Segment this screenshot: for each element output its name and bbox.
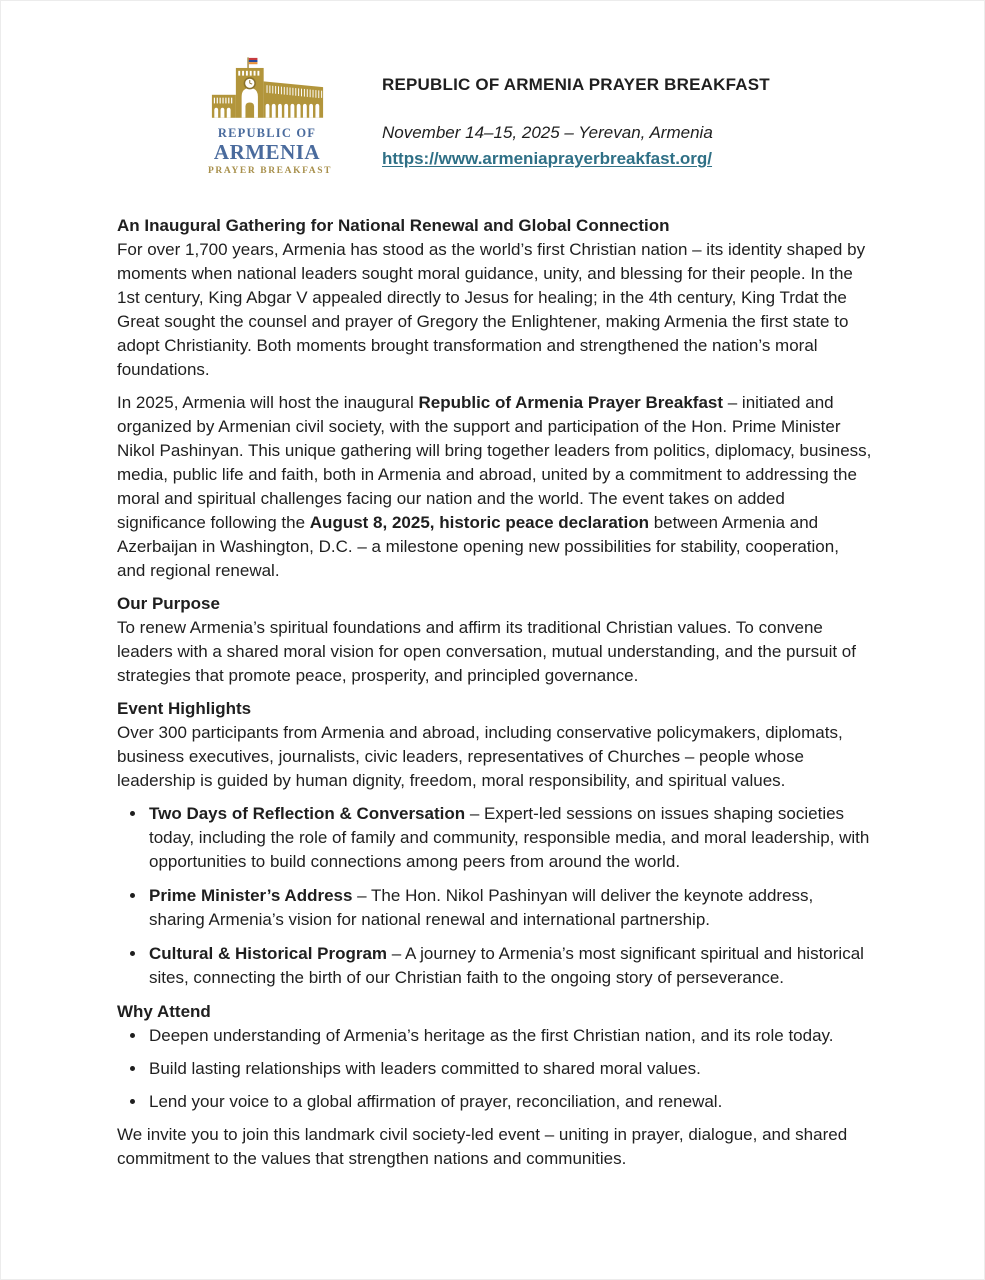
why-attend-item-heritage: • Deepen understanding of Armenia’s heritage as the first Christian nation, and its role today. <box>147 1024 872 1048</box>
why-attend-heading: Why Attend <box>117 1002 211 1021</box>
event-logo <box>208 56 333 176</box>
highlight-item-cultural-program: • Cultural & Historical Program – A journey to Armenia’s most significant spiritual and historical sites, connecting the birth of our Christian faith to the ongoing story of perseverance. <box>147 942 872 990</box>
purpose-heading: Our Purpose <box>117 594 220 613</box>
logo-text-armenia: ARMENIA <box>213 140 321 164</box>
letterhead <box>208 56 872 176</box>
highlight-item-reflection: • Two Days of Reflection & Conversation – Expert-led sessions on issues shaping societies today, including the role of family and community, responsible media, and moral leadership, with opportunities to build connections among peers from around the world. <box>147 802 872 874</box>
intro-section <box>117 214 872 583</box>
highlights-list <box>117 802 872 990</box>
logo-text-republic-of: REPUBLIC OF <box>217 126 317 140</box>
highlights-heading: Event Highlights <box>117 699 252 718</box>
closing-paragraph: We invite you to join this landmark civil society-led event – uniting in prayer, dialogue, and shared commitment to the values that strengthen nations and communities. <box>117 1125 848 1168</box>
purpose-paragraph: To renew Armenia’s spiritual foundations and affirm its traditional Christian values. To convene leaders with a shared moral vision for open conversation, mutual understanding, and the pursuit of strategies that promote peace, prosperity, and principled governance. <box>117 618 856 685</box>
header-text-block <box>326 56 770 176</box>
government-house-logo-icon <box>210 56 325 124</box>
purpose-section <box>117 592 872 688</box>
document-body <box>117 214 872 1171</box>
logo-text-prayer-breakfast: PRAYER BREAKFAST <box>208 166 333 176</box>
highlights-section <box>117 697 872 990</box>
document-title: REPUBLIC OF ARMENIA PRAYER BREAKFAST <box>382 75 770 94</box>
intro-heading: An Inaugural Gathering for National Renewal and Global Connection <box>117 216 670 235</box>
why-attend-list <box>117 1024 872 1114</box>
highlights-paragraph: Over 300 participants from Armenia and abroad, including conservative policymakers, diplomats, business executives, journalists, civic leaders, representatives of Churches – people whose leadership is guided by human dignity, freedom, moral responsibility, and spiritual values. <box>117 723 843 790</box>
highlight-item-pm-address: • Prime Minister’s Address – The Hon. Nikol Pashinyan will deliver the keynote address, sharing Armenia’s vision for national renewal and international partnership. <box>147 884 872 932</box>
intro-paragraph-1: For over 1,700 years, Armenia has stood as the world’s first Christian nation – its identity shaped by moments when national leaders sought moral guidance, unity, and blessing for their people. In the 1st century, King Abgar V appealed directly to Jesus for healing; in the 4th century, King Trdat the Great sought the counsel and prayer of Gregory the Enlightener, making Armenia the first state to adopt Christianity. Both moments brought transformation and strengthened the nation’s moral foundations. <box>117 240 866 379</box>
event-website-link[interactable]: https://www.armeniaprayerbreakfast.org/ <box>382 149 713 168</box>
why-attend-item-relationships: • Build lasting relationships with leaders committed to shared moral values. <box>147 1057 872 1081</box>
why-attend-section <box>117 1000 872 1114</box>
why-attend-item-voice: • Lend your voice to a global affirmation of prayer, reconciliation, and renewal. <box>147 1090 872 1114</box>
event-date-location: November 14–15, 2025 – Yerevan, Armenia <box>382 123 713 142</box>
intro-paragraph-2: In 2025, Armenia will host the inaugural Republic of Armenia Prayer Breakfast – initiated and organized by Armenian civil society, with the support and participation of the Hon. Prime Minister Nikol Pashinyan. This unique gathering will bring together leaders from politics, diplomacy, business, media, public life and faith, both in Armenia and abroad, united by a commitment to addressing the moral and spiritual challenges facing our nation and the world. The event takes on added significance following the August 8, 2025, historic peace declaration between Armenia and Azerbaijan in Washington, D.C. – a milestone opening new possibilities for stability, cooperation, and regional renewal. <box>117 393 872 580</box>
